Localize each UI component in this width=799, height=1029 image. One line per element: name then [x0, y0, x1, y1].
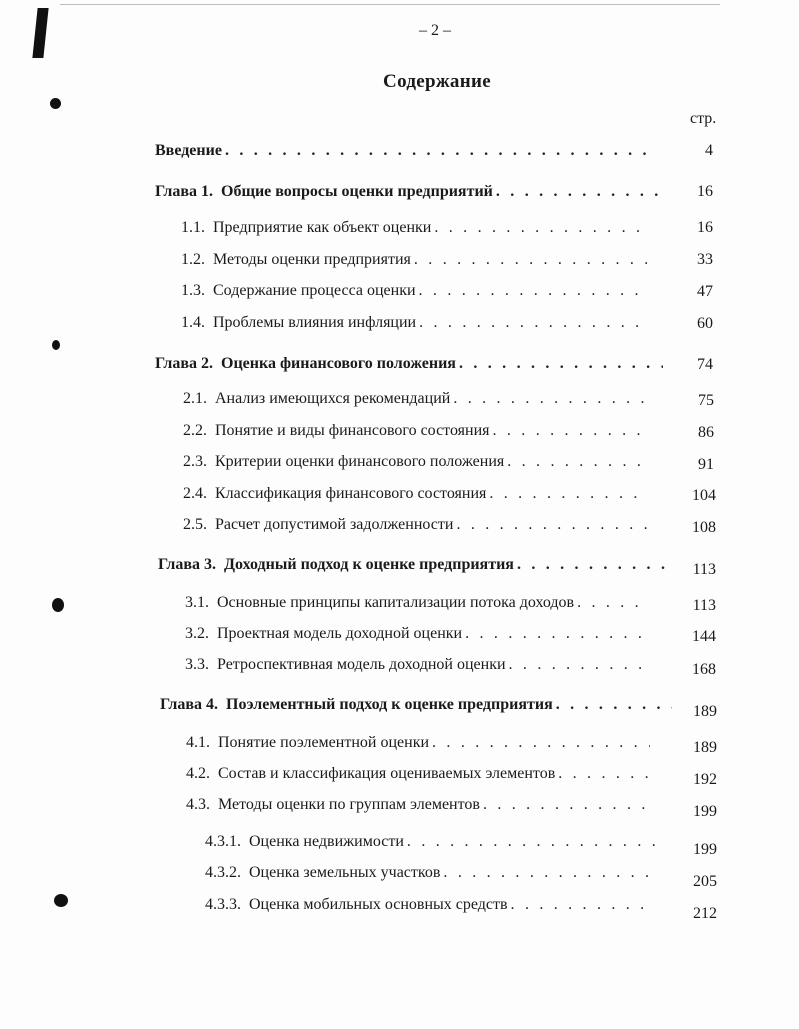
toc-entry-number: 1.2. [181, 251, 213, 268]
toc-page-number: 108 [692, 519, 716, 536]
toc-entry-3-3 [185, 655, 647, 675]
toc-page-number: 205 [693, 873, 717, 890]
toc-entry-number: 2.4. [183, 485, 215, 502]
toc-entry-number: 4.2. [186, 765, 218, 782]
toc-entry-number: Глава 2. [155, 355, 221, 372]
toc-entry-title: Проектная модель доходной оценки [217, 625, 463, 642]
toc-entry-title: Поэлементный подход к оценке предприятия [226, 696, 553, 713]
hole-punch-mark [54, 894, 68, 907]
toc-page-number: 189 [693, 739, 717, 756]
page-number: – 2 – [419, 22, 451, 39]
page-title: Содержание [383, 71, 491, 92]
toc-entry-number: Глава 4. [160, 696, 226, 713]
toc-entry-4-2 [186, 764, 648, 784]
toc-entry-2-4 [183, 484, 647, 504]
toc-page-number: 33 [697, 251, 713, 268]
toc-entry-title: Основные принципы капитализации потока доходов [217, 594, 575, 611]
toc-entry-4-3-2 [205, 863, 653, 883]
toc-page-number: 113 [692, 597, 716, 614]
toc-entry-title: Критерии оценки финансового положения [215, 453, 505, 470]
toc-entry-number: 3.1. [185, 594, 217, 611]
toc-entry-title: Состав и классификация оцениваемых элементов [218, 765, 556, 782]
toc-entry-1-3 [181, 281, 647, 301]
toc-page-number: 199 [693, 841, 717, 858]
toc-entry-number: 3.2. [185, 625, 217, 642]
toc-entry-title: Оценка земельных участков [249, 864, 441, 881]
toc-entry-number: 4.3.3. [205, 896, 249, 913]
toc-entry-number: 1.1. [181, 219, 213, 236]
toc-entry-2-5 [183, 515, 647, 535]
toc-entry-title: Расчет допустимой задолженности [215, 516, 454, 533]
toc-entry-number: 1.3. [181, 282, 213, 299]
toc-entry-number: 4.3.2. [205, 864, 249, 881]
toc-page-number: 86 [698, 424, 714, 441]
toc-entry-number: 2.1. [183, 390, 215, 407]
toc-entry-number: 2.5. [183, 516, 215, 533]
toc-entry-title: Оценка недвижимости [249, 833, 404, 850]
toc-entry-2-2 [183, 421, 647, 441]
toc-entry-title: Классификация финансового состояния [215, 485, 487, 502]
toc-entry-4-3 [186, 795, 650, 815]
toc-entry-2-1 [183, 389, 647, 409]
toc-page-number: 192 [693, 771, 717, 788]
toc-entry-title: Методы оценки по группам элементов [218, 796, 480, 813]
toc-entry-number: 4.3. [186, 796, 218, 813]
toc-entry-number: 2.2. [183, 422, 215, 439]
toc-page-number: 4 [705, 142, 713, 159]
scan-edge-line [60, 4, 720, 5]
toc-page-number: 16 [697, 183, 713, 200]
toc-page-number: 60 [697, 315, 713, 332]
toc-page-number: 91 [698, 456, 714, 473]
toc-entry-4-1 [186, 733, 650, 753]
toc-entry-3-1 [185, 593, 647, 613]
toc-entry-4-3-1 [205, 832, 655, 852]
toc-page-number: 199 [693, 803, 717, 820]
toc-entry-title: Методы оценки предприятия [213, 251, 411, 268]
toc-entry-intro [155, 141, 650, 161]
toc-page-number: 144 [692, 628, 716, 645]
toc-entry-title: Оценка финансового положения [221, 355, 456, 372]
toc-entry-title: Понятие и виды финансового состояния [215, 422, 490, 439]
toc-entry-number: 3.3. [185, 656, 217, 673]
toc-page-number: 189 [693, 703, 717, 720]
toc-page-number: 47 [697, 283, 713, 300]
toc-entry-title: Оценка мобильных основных средств [249, 896, 508, 913]
toc-entry-chapter-4 [160, 695, 672, 715]
toc-entry-title: Введение [155, 142, 222, 159]
toc-entry-title: Проблемы влияния инфляции [213, 314, 417, 331]
toc-page-number: 212 [693, 905, 717, 922]
toc-page-number: 104 [692, 487, 716, 504]
toc-page-number: 168 [692, 661, 716, 678]
hole-punch-mark [50, 98, 61, 109]
toc-entry-title: Анализ имеющихся рекомендаций [215, 390, 451, 407]
toc-entry-1-4 [181, 313, 647, 333]
hole-punch-mark [52, 598, 64, 612]
toc-entry-chapter-2 [155, 354, 663, 374]
toc-entry-1-1 [181, 218, 647, 238]
toc-page-number: 113 [692, 561, 716, 578]
toc-page-number: 75 [698, 392, 714, 409]
toc-entry-1-2 [181, 250, 647, 270]
toc-page-number: 74 [697, 356, 713, 373]
toc-entry-number: Глава 1. [155, 183, 221, 200]
toc-entry-4-3-3 [205, 895, 653, 915]
toc-entry-title: Понятие поэлементной оценки [218, 734, 430, 751]
toc-page-number: 16 [697, 219, 713, 236]
hole-punch-mark [52, 340, 60, 350]
toc-entry-title: Содержание процесса оценки [213, 282, 416, 299]
toc-entry-chapter-3 [158, 555, 665, 575]
page-column-label: стр. [690, 110, 717, 127]
toc-entry-title: Общие вопросы оценки предприятий [221, 183, 493, 200]
toc-entry-title: Доходный подход к оценке предприятия [224, 556, 514, 573]
toc-entry-title: Ретроспективная модель доходной оценки [217, 656, 506, 673]
toc-entry-3-2 [185, 624, 645, 644]
toc-entry-number: 4.3.1. [205, 833, 249, 850]
toc-entry-chapter-1 [155, 182, 665, 202]
toc-entry-2-3 [183, 452, 647, 472]
toc-entry-number: 4.1. [186, 734, 218, 751]
toc-entry-number: 2.3. [183, 453, 215, 470]
toc-entry-number: Глава 3. [158, 556, 224, 573]
toc-entry-number: 1.4. [181, 314, 213, 331]
toc-entry-title: Предприятие как объект оценки [213, 219, 432, 236]
